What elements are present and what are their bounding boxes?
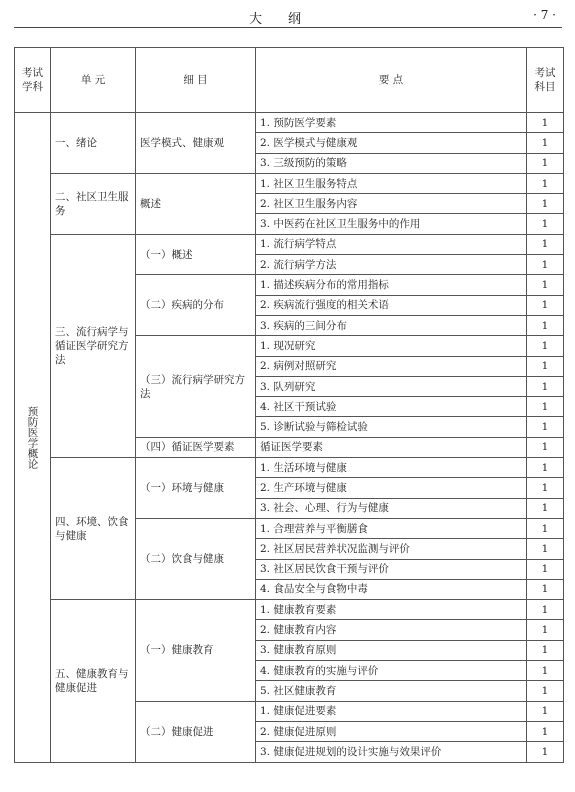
point-cell: 3. 三级预防的策略 xyxy=(256,153,527,173)
score-cell: 1 xyxy=(527,173,564,193)
score-cell: 1 xyxy=(527,478,564,498)
point-cell: 循证医学要素 xyxy=(256,437,527,457)
detail-cell: （一）概述 xyxy=(136,234,256,275)
point-cell: 2. 健康教育内容 xyxy=(256,620,527,640)
table-header-row xyxy=(15,48,564,113)
point-cell: 1. 健康促进要素 xyxy=(256,701,527,721)
score-cell: 1 xyxy=(527,579,564,599)
point-cell: 2. 社区卫生服务内容 xyxy=(256,194,527,214)
subject-cell: 预防医学概论 xyxy=(15,113,51,763)
point-cell: 4. 社区干预试验 xyxy=(256,397,527,417)
point-cell: 1. 健康教育要素 xyxy=(256,600,527,620)
table-row xyxy=(15,600,564,620)
score-cell: 1 xyxy=(527,255,564,275)
score-cell: 1 xyxy=(527,721,564,741)
table-row xyxy=(15,458,564,478)
score-cell: 1 xyxy=(527,661,564,681)
header-unit: 单 元 xyxy=(51,48,136,113)
score-cell: 1 xyxy=(527,133,564,153)
point-cell: 2. 流行病学方法 xyxy=(256,255,527,275)
header-title: 大纲 xyxy=(248,12,327,27)
table-row xyxy=(15,113,564,133)
unit-cell: 五、健康教育与健康促进 xyxy=(51,600,136,762)
score-cell: 1 xyxy=(527,214,564,234)
score-cell: 1 xyxy=(527,295,564,315)
unit-cell: 一、绪论 xyxy=(51,113,136,174)
score-cell: 1 xyxy=(527,315,564,335)
syllabus-table xyxy=(14,47,564,763)
header-rule xyxy=(14,27,562,28)
point-cell: 3. 健康促进规划的设计实施与效果评价 xyxy=(256,742,527,762)
point-cell: 3. 队列研究 xyxy=(256,376,527,396)
point-cell: 3. 疾病的三间分布 xyxy=(256,315,527,335)
detail-cell: （三）流行病学研究方法 xyxy=(136,336,256,437)
page-number: · 7 · xyxy=(533,8,556,22)
score-cell: 1 xyxy=(527,397,564,417)
table-row xyxy=(15,234,564,254)
detail-cell: （一）健康教育 xyxy=(136,600,256,701)
score-cell: 1 xyxy=(527,640,564,660)
detail-cell: （一）环境与健康 xyxy=(136,458,256,519)
point-cell: 5. 社区健康教育 xyxy=(256,681,527,701)
score-cell: 1 xyxy=(527,681,564,701)
detail-cell: （二）健康促进 xyxy=(136,701,256,762)
point-cell: 1. 现况研究 xyxy=(256,336,527,356)
point-cell: 2. 生产环境与健康 xyxy=(256,478,527,498)
score-cell: 1 xyxy=(527,336,564,356)
score-cell: 1 xyxy=(527,153,564,173)
point-cell: 2. 疾病流行强度的相关术语 xyxy=(256,295,527,315)
point-cell: 1. 社区卫生服务特点 xyxy=(256,173,527,193)
score-cell: 1 xyxy=(527,620,564,640)
score-cell: 1 xyxy=(527,275,564,295)
score-cell: 1 xyxy=(527,458,564,478)
header-subject: 考试学科 xyxy=(15,48,51,113)
score-cell: 1 xyxy=(527,376,564,396)
score-cell: 1 xyxy=(527,356,564,376)
score-cell: 1 xyxy=(527,559,564,579)
point-cell: 2. 病例对照研究 xyxy=(256,356,527,376)
score-cell: 1 xyxy=(527,113,564,133)
unit-cell: 三、流行病学与循证医学研究方法 xyxy=(51,234,136,457)
page-header xyxy=(14,6,562,26)
score-cell: 1 xyxy=(527,498,564,518)
score-cell: 1 xyxy=(527,742,564,762)
point-cell: 1. 合理营养与平衡膳食 xyxy=(256,518,527,538)
table-body xyxy=(15,113,564,763)
point-cell: 2. 医学模式与健康观 xyxy=(256,133,527,153)
detail-cell: 医学模式、健康观 xyxy=(136,113,256,174)
point-cell: 1. 流行病学特点 xyxy=(256,234,527,254)
score-cell: 1 xyxy=(527,417,564,437)
point-cell: 1. 描述疾病分布的常用指标 xyxy=(256,275,527,295)
header-score: 考试科目 xyxy=(527,48,564,113)
point-cell: 2. 健康促进原则 xyxy=(256,721,527,741)
score-cell: 1 xyxy=(527,600,564,620)
header-detail: 细 目 xyxy=(136,48,256,113)
score-cell: 1 xyxy=(527,701,564,721)
unit-cell: 二、社区卫生服务 xyxy=(51,173,136,234)
score-cell: 1 xyxy=(527,234,564,254)
detail-cell: （四）循证医学要素 xyxy=(136,437,256,457)
point-cell: 5. 诊断试验与筛检试验 xyxy=(256,417,527,437)
point-cell: 3. 健康教育原则 xyxy=(256,640,527,660)
point-cell: 3. 社区居民饮食干预与评价 xyxy=(256,559,527,579)
score-cell: 1 xyxy=(527,539,564,559)
point-cell: 3. 中医药在社区卫生服务中的作用 xyxy=(256,214,527,234)
score-cell: 1 xyxy=(527,194,564,214)
detail-cell: 概述 xyxy=(136,173,256,234)
detail-cell: （二）疾病的分布 xyxy=(136,275,256,336)
detail-cell: （二）饮食与健康 xyxy=(136,518,256,599)
unit-cell: 四、环境、饮食与健康 xyxy=(51,458,136,600)
table-row xyxy=(15,173,564,193)
header-point: 要 点 xyxy=(256,48,527,113)
score-cell: 1 xyxy=(527,437,564,457)
point-cell: 3. 社会、心理、行为与健康 xyxy=(256,498,527,518)
point-cell: 2. 社区居民营养状况监测与评价 xyxy=(256,539,527,559)
score-cell: 1 xyxy=(527,518,564,538)
point-cell: 4. 健康教育的实施与评价 xyxy=(256,661,527,681)
point-cell: 1. 预防医学要素 xyxy=(256,113,527,133)
point-cell: 4. 食品安全与食物中毒 xyxy=(256,579,527,599)
point-cell: 1. 生活环境与健康 xyxy=(256,458,527,478)
